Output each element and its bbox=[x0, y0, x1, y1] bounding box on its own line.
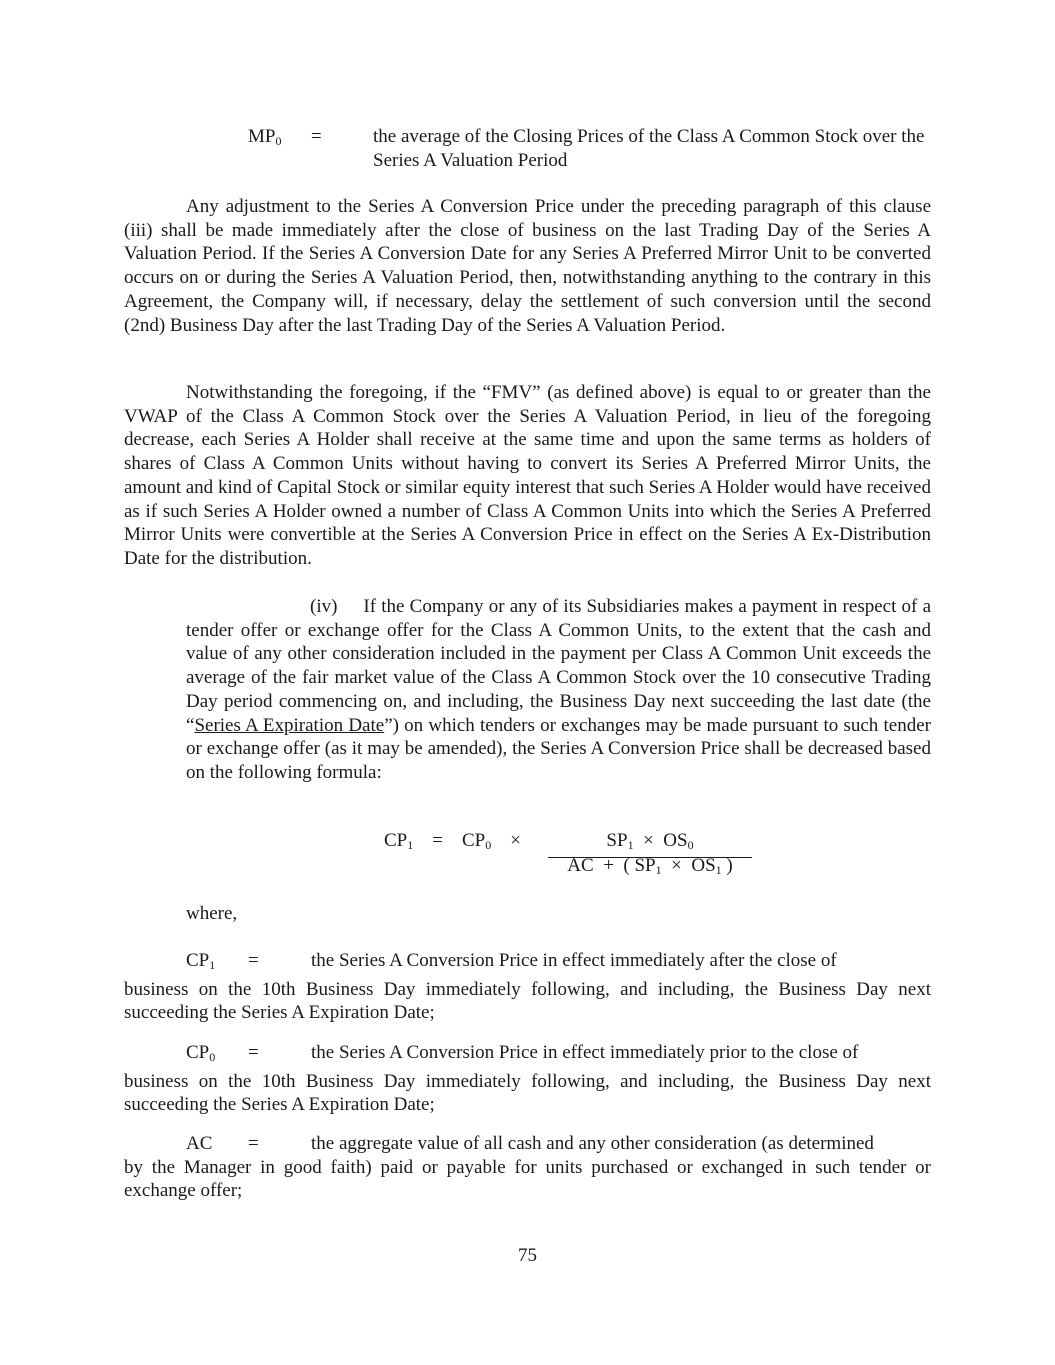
clause-iv-paragraph bbox=[186, 595, 931, 785]
defined-term-expiration-date: Series A Expiration Date bbox=[194, 714, 385, 736]
clause-iv-text-before: If the Company or any of its Subsidiaries makes a payment in respect of a tender offer or exchange offer for the Class A Common Units, to the extent that the cash and value of any other consideration included in the payment per Class A Common Unit exceeds the average of the fair market value of the Class A Common Stock over the 10 consecutive Trading Day period commencing on, and including, the Business Day next succeeding the last date (the “ bbox=[186, 596, 931, 736]
formula-numerator: $SP_1 \times OS_0$ bbox=[548, 829, 752, 858]
notwithstanding-paragraph: Notwithstanding the foregoing, if the “FMV” (as defined above) is equal to or greater than the VWAP of the Class A Common Stock over the Series A Valuation Period, in lieu of the foregoing decrease, each Series A Holder shall receive at the same time and upon the same terms as holders of shares of Class A Common Units without having to convert its Series A Preferred Mirror Units, the amount and kind of Capital Stock or similar equity interest that such Series A Holder would have received as if such Series A Holder owned a number of Class A Common Units into which the Series A Preferred Mirror Units were convertible at the Series A Conversion Price in effect on the Series A Ex-Distribution Date for the distribution. bbox=[124, 382, 931, 569]
clause-iv-number: (iv) bbox=[310, 596, 338, 617]
mp0-definition: the average of the Closing Prices of the Class A Common Stock over the Series A Valuation Period bbox=[373, 126, 925, 171]
formula-denominator: AC + ( $SP_1 \times OS_1$ ) bbox=[567, 855, 733, 877]
where-label: where, bbox=[186, 903, 238, 924]
definition-cp1: $CP_1$ = the Series A Conversion Price in effect immediately after the close of business on the 10th Business Day immediately following, and including, the Business Day next succeeding the Series A Expiration Date; bbox=[124, 950, 931, 1024]
adjustment-paragraph: Any adjustment to the Series A Conversion Price under the preceding paragraph of this clause (iii) shall be made immediately after the close of business on the last Trading Day of the Series A Valuation Period. If the Series A Conversion Date for any Series A Preferred Mirror Unit to be converted occurs on or during the Series A Valuation Period, then, notwithstanding anything to the contrary in this Agreement, the Company will, if necessary, delay the settlement of such conversion until the second (2nd) Business Day after the last Trading Day of the Series A Valuation Period. bbox=[124, 196, 931, 336]
definition-ac: AC = the aggregate value of all cash and any other consideration (as determined by the Manager in good faith) paid or payable for units purchased or exchanged in such tender or exchange offer; bbox=[124, 1133, 931, 1202]
mp0-equals: = bbox=[311, 126, 322, 147]
definition-cp0: $CP_0$ = the Series A Conversion Price in effect immediately prior to the close of business on the 10th Business Day immediately following, and including, the Business Day next succeeding the Series A Expiration Date; bbox=[124, 1042, 931, 1116]
mp0-term: $MP_0$ bbox=[248, 126, 282, 148]
clause-iv-text-after: ”) on which tenders or exchanges may be made pursuant to such tender or exchange offer (as it may be amended), the Series A Conversion Price shall be decreased based on the following formula: bbox=[186, 714, 931, 783]
formula-lhs: $CP_1$ = $CP_0$ × bbox=[384, 830, 521, 852]
page-number: 75 bbox=[518, 1245, 537, 1266]
